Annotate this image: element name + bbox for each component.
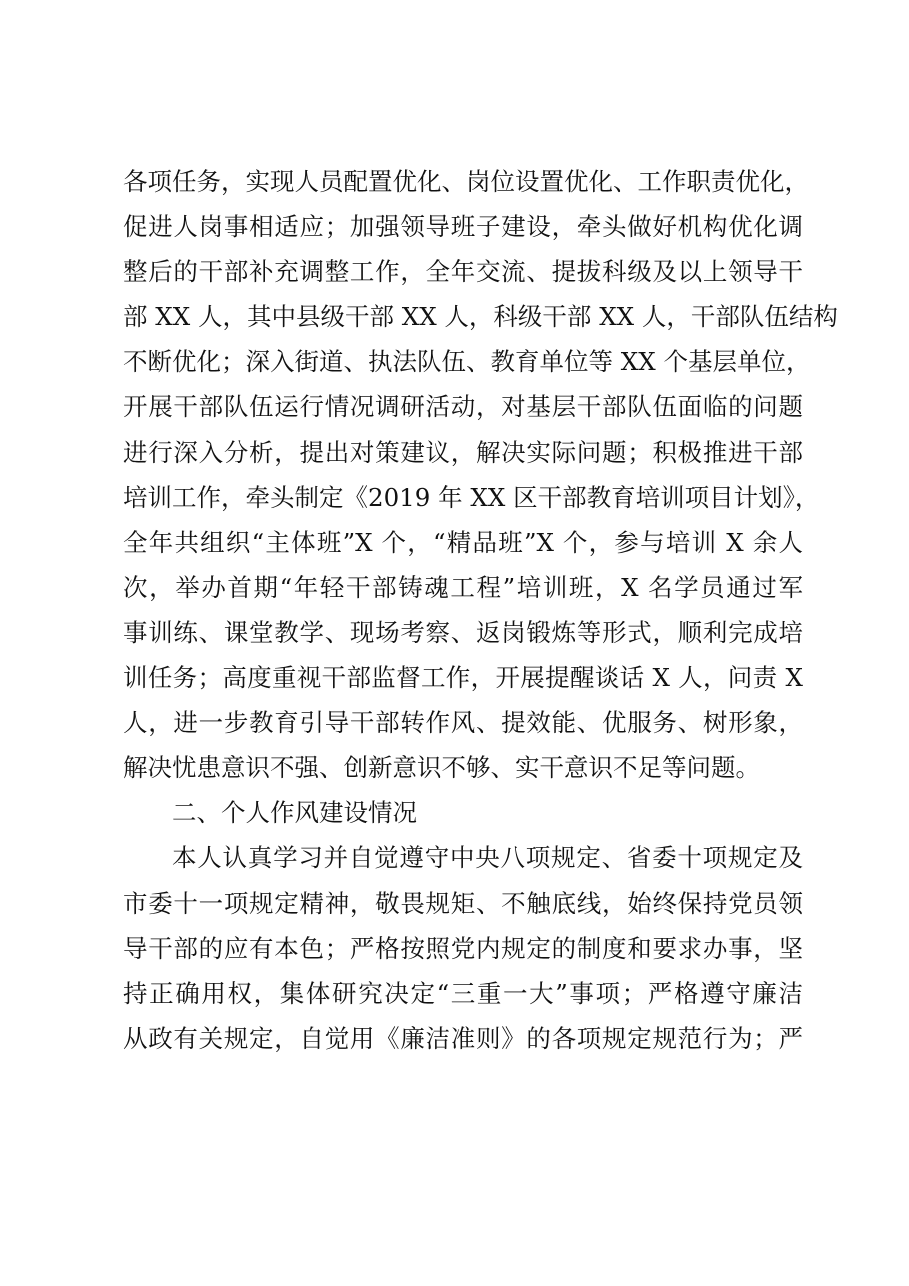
text-line: 次，举办首期“年轻干部铸魂工程”培训班，X 名学员通过军	[123, 572, 803, 602]
section-heading: 二、个人作风建设情况	[172, 798, 417, 828]
text-line: 人，进一步教育引导干部转作风、提效能、优服务、树形象，	[123, 708, 803, 738]
text-line: 进行深入分析，提出对策建议，解决实际问题；积极推进干部	[123, 437, 803, 467]
text-line: 促进人岗事相适应；加强领导班子建设，牵头做好机构优化调	[123, 212, 803, 242]
text-line: 各项任务，实现人员配置优化、岗位设置优化、工作职责优化，	[123, 167, 809, 196]
document-body	[123, 159, 838, 1061]
text-line: 从政有关规定，自觉用《廉洁准则》的各项规定规范行为；严	[123, 1023, 803, 1053]
text-line: 整后的干部补充调整工作，全年交流、提拔科级及以上领导干	[123, 257, 803, 287]
text-line: 事训练、课堂教学、现场考察、返岗锻炼等形式，顺利完成培	[123, 617, 803, 647]
text-line: 全年共组织“主体班”X 个，“精品班”X 个，参与培训 X 余人	[123, 527, 803, 557]
text-line: 持正确用权，集体研究决定“三重一大”事项；严格遵守廉洁	[123, 978, 803, 1008]
text-line: 培训工作，牵头制定《2019 年 XX 区干部教育培训项目计划》，	[123, 482, 820, 512]
text-line: 市委十一项规定精神，敬畏规矩、不触底线，始终保持党员领	[123, 888, 803, 918]
text-line: 开展干部队伍运行情况调研活动，对基层干部队伍面临的问题	[123, 392, 803, 422]
text-line: 部 XX 人，其中县级干部 XX 人，科级干部 XX 人，干部队伍结构	[123, 302, 838, 332]
text-line: 不断优化；深入街道、执法队伍、教育单位等 XX 个基层单位，	[123, 347, 811, 377]
text-line: 导干部的应有本色；严格按照党内规定的制度和要求办事，坚	[123, 933, 803, 963]
text-line: 本人认真学习并自觉遵守中央八项规定、省委十项规定及	[172, 843, 803, 873]
text-line: 解决忧患意识不强、创新意识不够、实干意识不足等问题。	[123, 753, 760, 783]
text-line: 训任务；高度重视干部监督工作，开展提醒谈话 X 人，问责 X	[123, 663, 803, 693]
